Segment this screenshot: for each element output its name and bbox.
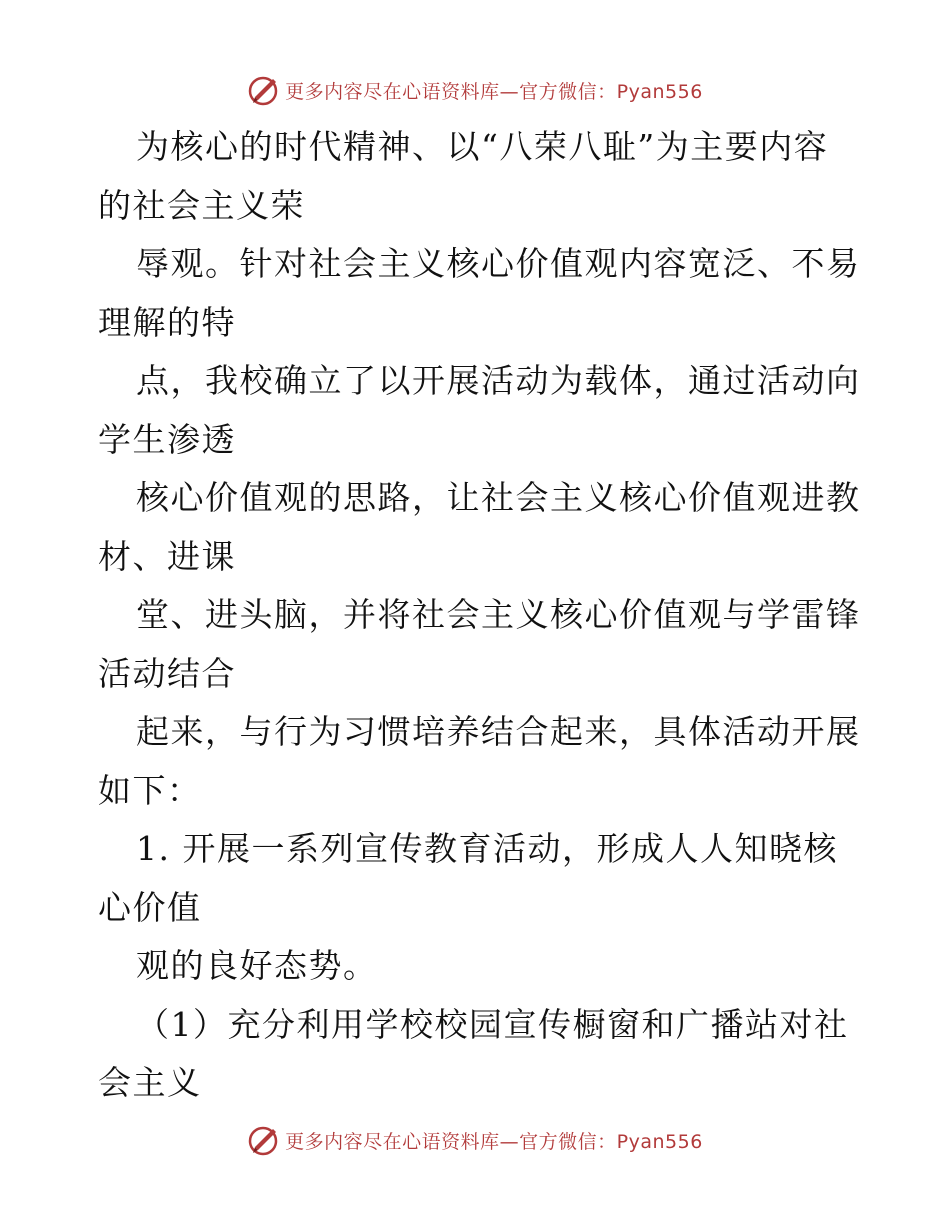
text-line: （1）充分利用学校校园宣传橱窗和广播站对社 — [136, 1004, 849, 1044]
text-line: 材、进课 — [98, 536, 236, 576]
pen-logo-icon — [247, 1123, 281, 1157]
footer-banner-text: 更多内容尽在心语资料库—官方微信：Pyan556 — [285, 1130, 703, 1153]
text-line: 的社会主义荣 — [98, 185, 305, 225]
text-line: 为核心的时代精神、以“八荣八耻”为主要内容 — [136, 127, 829, 166]
text-line: 堂、进头脑，并将社会主义核心价值观与学雷锋 — [136, 595, 861, 634]
text-line: 起来，与行为习惯培养结合起来，具体活动开展 — [136, 712, 861, 751]
footer-banner — [0, 1120, 950, 1160]
text-line: 学生渗透 — [98, 419, 236, 459]
text-line: 会主义 — [98, 1063, 202, 1102]
text-line: 点，我校确立了以开展活动为载体，通过活动向 — [136, 361, 861, 400]
header-banner-text: 更多内容尽在心语资料库—官方微信：Pyan556 — [285, 80, 703, 103]
text-line: 理解的特 — [98, 302, 236, 342]
text-line: 1. 开展一系列宣传教育活动，形成人人知晓核 — [136, 829, 838, 868]
text-line: 心价值 — [98, 887, 202, 927]
header-banner-content — [247, 73, 703, 107]
document-body — [98, 118, 861, 1113]
text-line: 核心价值观的思路，让社会主义核心价值观进教 — [136, 478, 861, 517]
text-line: 如下： — [98, 770, 202, 810]
text-line: 辱观。针对社会主义核心价值观内容宽泛、不易 — [136, 244, 861, 283]
text-line: 活动结合 — [98, 653, 236, 693]
text-line: 观的良好态势。 — [136, 946, 378, 985]
footer-banner-content — [247, 1123, 703, 1157]
pen-logo-icon — [247, 73, 281, 107]
header-banner — [0, 70, 950, 110]
